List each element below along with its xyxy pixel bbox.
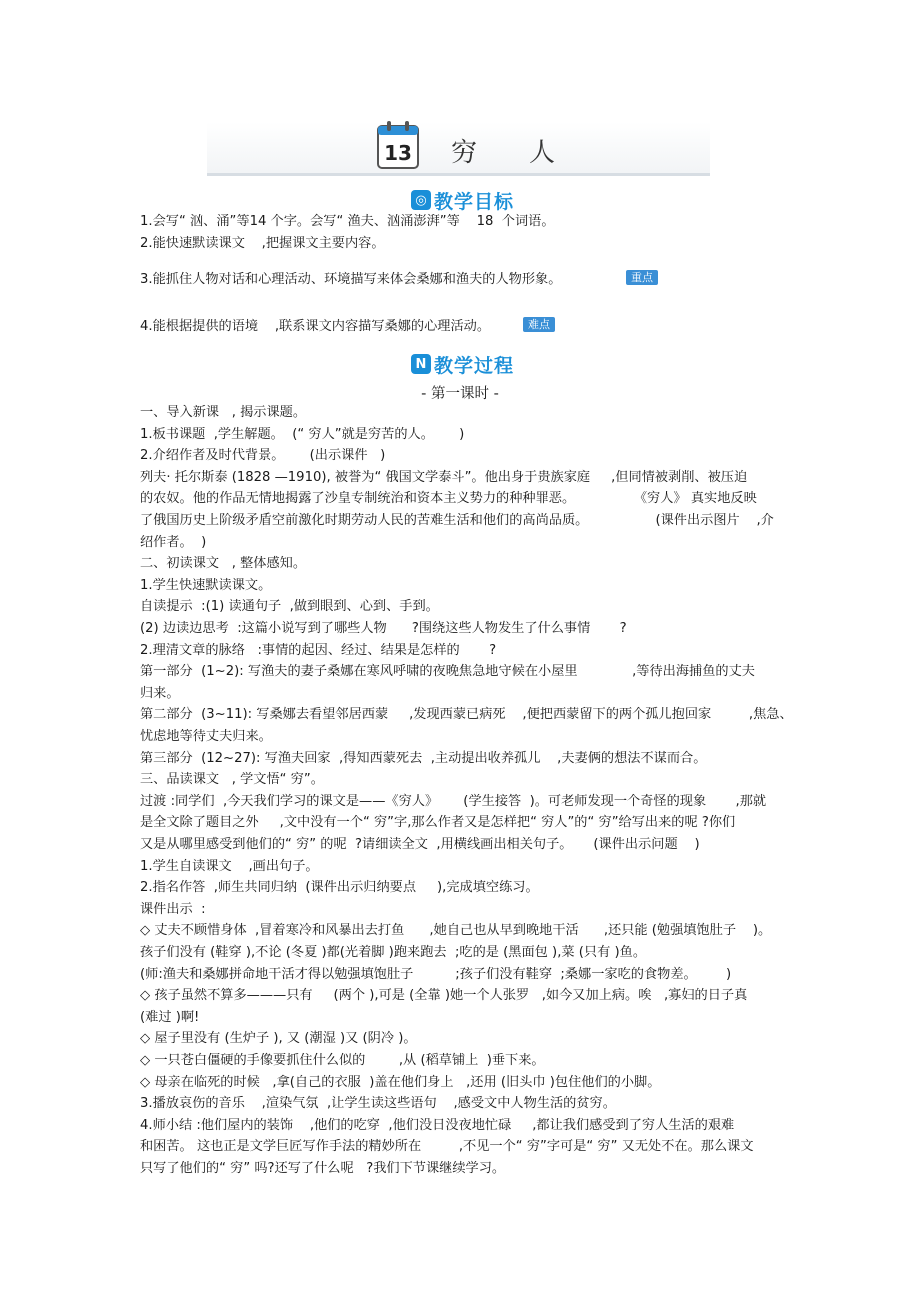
process-line: 孩子们没有 (鞋穿 ),不论 (冬夏 )都(光着脚 )跑来跑去 ;吃的是 (黑面包 ),菜 (只有 )鱼。	[140, 945, 647, 960]
process-line: 2.理清文章的脉络 :事情的起因、经过、结果是怎样的 ?	[140, 642, 497, 658]
process-line: 忧虑地等待丈夫归来。	[140, 729, 272, 744]
process-icon: N	[411, 354, 431, 374]
process-line: ◇ 屋子里没有 (生炉子 ), 又 (潮湿 )又 (阴冷 )。	[140, 1031, 417, 1047]
process-heading-text: 教学过程	[434, 354, 515, 377]
process-line: ◇ 孩子虽然不算多———只有 (两个 ),可是 (全靠 )她一个人张罗 ,如今又加上病。唉 ,寡妇的日子真	[140, 988, 748, 1004]
objective-2: 2.能快速默读课文 ,把握课文主要内容。	[140, 236, 385, 251]
lesson-title: 穷人	[451, 138, 608, 168]
process-line: 2.介绍作者及时代背景。 (出示课件 )	[140, 448, 386, 464]
process-line: (2) 边读边思考 :这篇小说写到了哪些人物 ?围绕这些人物发生了什么事情 ?	[140, 621, 627, 636]
process-line: 归来。	[140, 685, 180, 701]
process-line: 了俄国历史上阶级矛盾空前激化时期劳动人民的苦难生活和他们的高尚品质。 (课件出示图片 ,介	[140, 513, 774, 528]
process-line: 的农奴。他的作品无情地揭露了沙皇专制统治和资本主义势力的种种罪恶。 《穷人》 真实地反映	[140, 491, 757, 507]
process-line: (难过 )啊!	[140, 1009, 200, 1025]
process-line: 第二部分 (3~11): 写桑娜去看望邻居西蒙 ,发现西蒙已病死 ,便把西蒙留下的两个孤儿抱回家 ,焦急、	[140, 707, 793, 723]
process-line: 1.学生快速默读课文。	[140, 577, 272, 593]
lesson-number: 13	[384, 141, 412, 165]
process-line: 2.指名作答 ,师生共同归纳 (课件出示归纳要点 ),完成填空练习。	[140, 880, 539, 896]
process-line: (师:渔夫和桑娜拼命地干活才得以勉强填饱肚子 ;孩子们没有鞋穿 ;桑娜一家吃的食物差。 )	[140, 966, 732, 982]
title-banner	[207, 122, 710, 176]
process-line: 课件出示 :	[140, 901, 206, 917]
objectives-heading-text: 教学目标	[434, 190, 515, 213]
process-line: 一、导入新课 , 揭示课题。	[140, 405, 307, 420]
process-line: ◇ 一只苍白僵硬的手像要抓住什么似的 ,从 (稻草铺上 )垂下来。	[140, 1053, 545, 1068]
process-line: 4.师小结 :他们屋内的装饰 ,他们的吃穿 ,他们没日没夜地忙碌 ,都让我们感受到了穷人生活的艰难	[140, 1117, 735, 1133]
objective-1: 1.会写“ 汹、涌”等14 个字。会写“ 渔夫、汹涌澎湃”等 18 个词语。	[140, 214, 555, 229]
process-line: 绍作者。 )	[140, 534, 207, 550]
process-line: 1.板书课题 ,学生解题。 (“ 穷人”就是穷苦的人。 )	[140, 426, 465, 442]
process-line: ◇ 丈夫不顾惜身体 ,冒着寒冷和风暴出去打鱼 ,她自己也从早到晚地干活 ,还只能 (勉强填饱肚子 )。	[140, 923, 772, 939]
process-line: 三、品读课文 , 学文悟“ 穷”。	[140, 772, 324, 788]
process-line: 又是从哪里感受到他们的“ 穷” 的呢 ?请细读全文 ,用横线画出相关句子。 (课件出示问题 )	[140, 837, 700, 852]
process-line: 1.学生自读课文 ,画出句子。	[140, 858, 319, 874]
target-icon: ◎	[411, 190, 431, 210]
process-line: 只写了他们的“ 穷” 吗?还写了什么呢 ?我们下节课继续学习。	[140, 1161, 506, 1176]
objective-4: 4.能根据提供的语境 ,联系课文内容描写桑娜的心理活动。	[140, 319, 491, 334]
key-point-badge: 重点	[626, 270, 658, 285]
process-line: ◇ 母亲在临死的时候 ,拿(自己的衣服 )盖在他们身上 ,还用 (旧头巾 )包住他们的小脚。	[140, 1074, 661, 1090]
process-line: 自读提示 :(1) 读通句子 ,做到眼到、心到、手到。	[140, 599, 439, 615]
process-line: 和困苦。 这也正是文学巨匠写作手法的精妙所在 ,不见一个“ 穷”字可是“ 穷” 又无处不在。那么课文	[140, 1139, 754, 1155]
lesson-period-title: - 第一课时 -	[421, 386, 499, 402]
objective-3: 3.能抓住人物对话和心理活动、环境描写来体会桑娜和渔夫的人物形象。	[140, 272, 562, 287]
process-line: 二、初读课文 , 整体感知。	[140, 556, 307, 572]
process-line: 第一部分 (1~2): 写渔夫的妻子桑娜在寒风呼啸的夜晚焦急地守候在小屋里 ,等待出海捕鱼的丈夫	[140, 664, 755, 680]
calendar-icon	[375, 120, 421, 170]
process-line: 过渡 :同学们 ,今天我们学习的课文是——《穷人》 (学生接答 )。可老师发现一个奇怪的现象 ,那就	[140, 793, 767, 809]
process-line: 列夫· 托尔斯泰 (1828 —1910), 被誉为“ 俄国文学泰斗”。他出身于贵族家庭 ,但同情被剥削、被压迫	[140, 469, 748, 485]
process-line: 第三部分 (12~27): 写渔夫回家 ,得知西蒙死去 ,主动提出收养孤儿 ,夫妻俩的想法不谋而合。	[140, 750, 707, 766]
process-line: 是全文除了题目之外 ,文中没有一个“ 穷”字,那么作者又是怎样把“ 穷人”的“ 穷”给写出来的呢 ?你们	[140, 815, 736, 831]
process-heading	[411, 352, 514, 376]
process-line: 3.播放哀伤的音乐 ,渲染气氛 ,让学生读这些语句 ,感受文中人物生活的贫穷。	[140, 1096, 616, 1112]
objectives-heading	[411, 188, 514, 212]
difficult-point-badge: 难点	[523, 317, 555, 332]
